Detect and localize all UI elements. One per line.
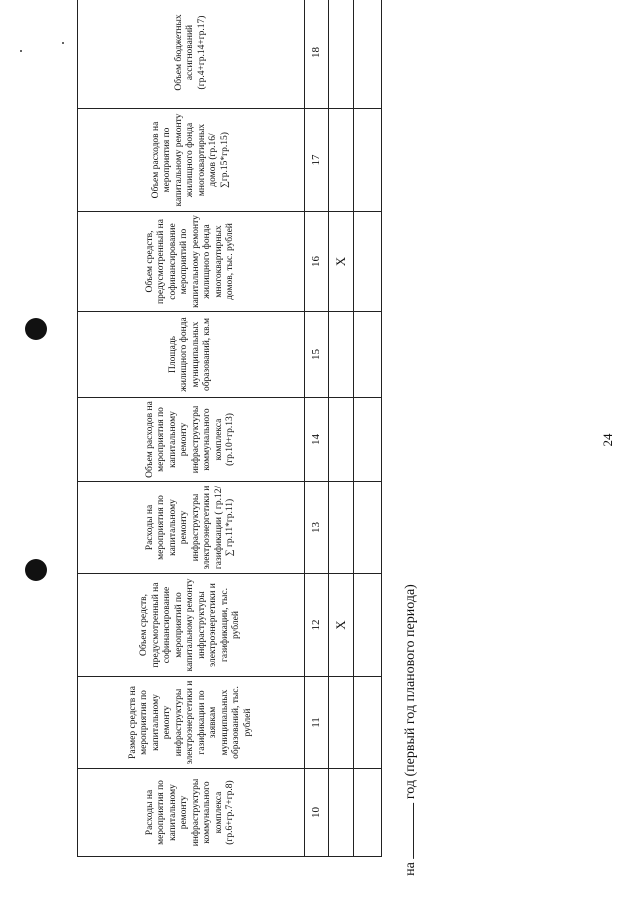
footnote [401, 584, 419, 876]
header-cell: Расходы на мероприятия по капитальному ремонту инфраструктуры коммунального комплекса (гр.6+гр.7+гр.8) [78, 769, 305, 857]
empty-cell [354, 574, 382, 677]
data-cell [329, 482, 354, 574]
data-cell [329, 769, 354, 857]
empty-cell [354, 769, 382, 857]
budget-table [77, 0, 382, 857]
empty-cell [354, 0, 382, 109]
data-row [329, 0, 354, 857]
header-row [78, 0, 305, 857]
column-number: 10 [304, 769, 329, 857]
footnote-prefix: на [403, 862, 418, 876]
column-number-row [304, 0, 329, 857]
column-number: 18 [304, 0, 329, 109]
header-cell: Объем расходов на мероприятия по капитальному ремонту жилищного фонда многоквартирных домов (гр.16/∑гр.15*гр.15) [78, 109, 305, 212]
data-cell: Х [329, 574, 354, 677]
scan-speck [62, 42, 64, 44]
column-number: 13 [304, 482, 329, 574]
empty-row [354, 0, 382, 857]
data-cell [329, 0, 354, 109]
empty-cell [354, 677, 382, 769]
data-cell [329, 677, 354, 769]
blank-line [401, 803, 414, 859]
header-cell: Размер средств на мероприятия по капитальному ремонту инфраструктуры электроэнергетики и газификации по заявкам муниципальных образований, тыс. рублей [78, 677, 305, 769]
header-cell: Объем расходов на мероприятия по капитальному ремонту инфраструктуры коммунального комплекса (гр.10+гр.13) [78, 398, 305, 482]
data-cell: Х [329, 212, 354, 312]
empty-cell [354, 398, 382, 482]
page-number: 24 [600, 433, 615, 447]
column-number: 11 [304, 677, 329, 769]
scan-speck [20, 50, 22, 52]
rotated-table-container [77, 0, 382, 857]
footnote-suffix: год (первый год планового периода) [403, 584, 418, 800]
data-cell [329, 312, 354, 398]
empty-cell [354, 109, 382, 212]
header-cell: Расходы на мероприятия по капитальному ремонту инфраструктуры электроэнергетики и газификации ( гр.12/∑ гр.11*гр.11) [78, 482, 305, 574]
header-cell: Объем бюджетных ассигнований (гр.4+гр.14+гр.17) [78, 0, 305, 109]
data-cell [329, 109, 354, 212]
header-cell: Объем средств, предусмотренный на софинансирование мероприятий по капитальному ремонту жилищного фонда многоквартирных домов, тыс. рублей [78, 212, 305, 312]
header-cell: Объем средств, предусмотренный на софинансирование мероприятий по капитальному ремонту инфраструктуры электроэнергетики и газификации, тыс. рублей [78, 574, 305, 677]
header-cell: Площадь жилищного фонда муниципальных образований, кв.м [78, 312, 305, 398]
column-number: 15 [304, 312, 329, 398]
empty-cell [354, 482, 382, 574]
column-number: 16 [304, 212, 329, 312]
column-number: 12 [304, 574, 329, 677]
punch-hole-icon [25, 559, 47, 581]
empty-cell [354, 312, 382, 398]
punch-hole-icon [25, 318, 47, 340]
column-number: 14 [304, 398, 329, 482]
data-cell [329, 398, 354, 482]
column-number: 17 [304, 109, 329, 212]
empty-cell [354, 212, 382, 312]
